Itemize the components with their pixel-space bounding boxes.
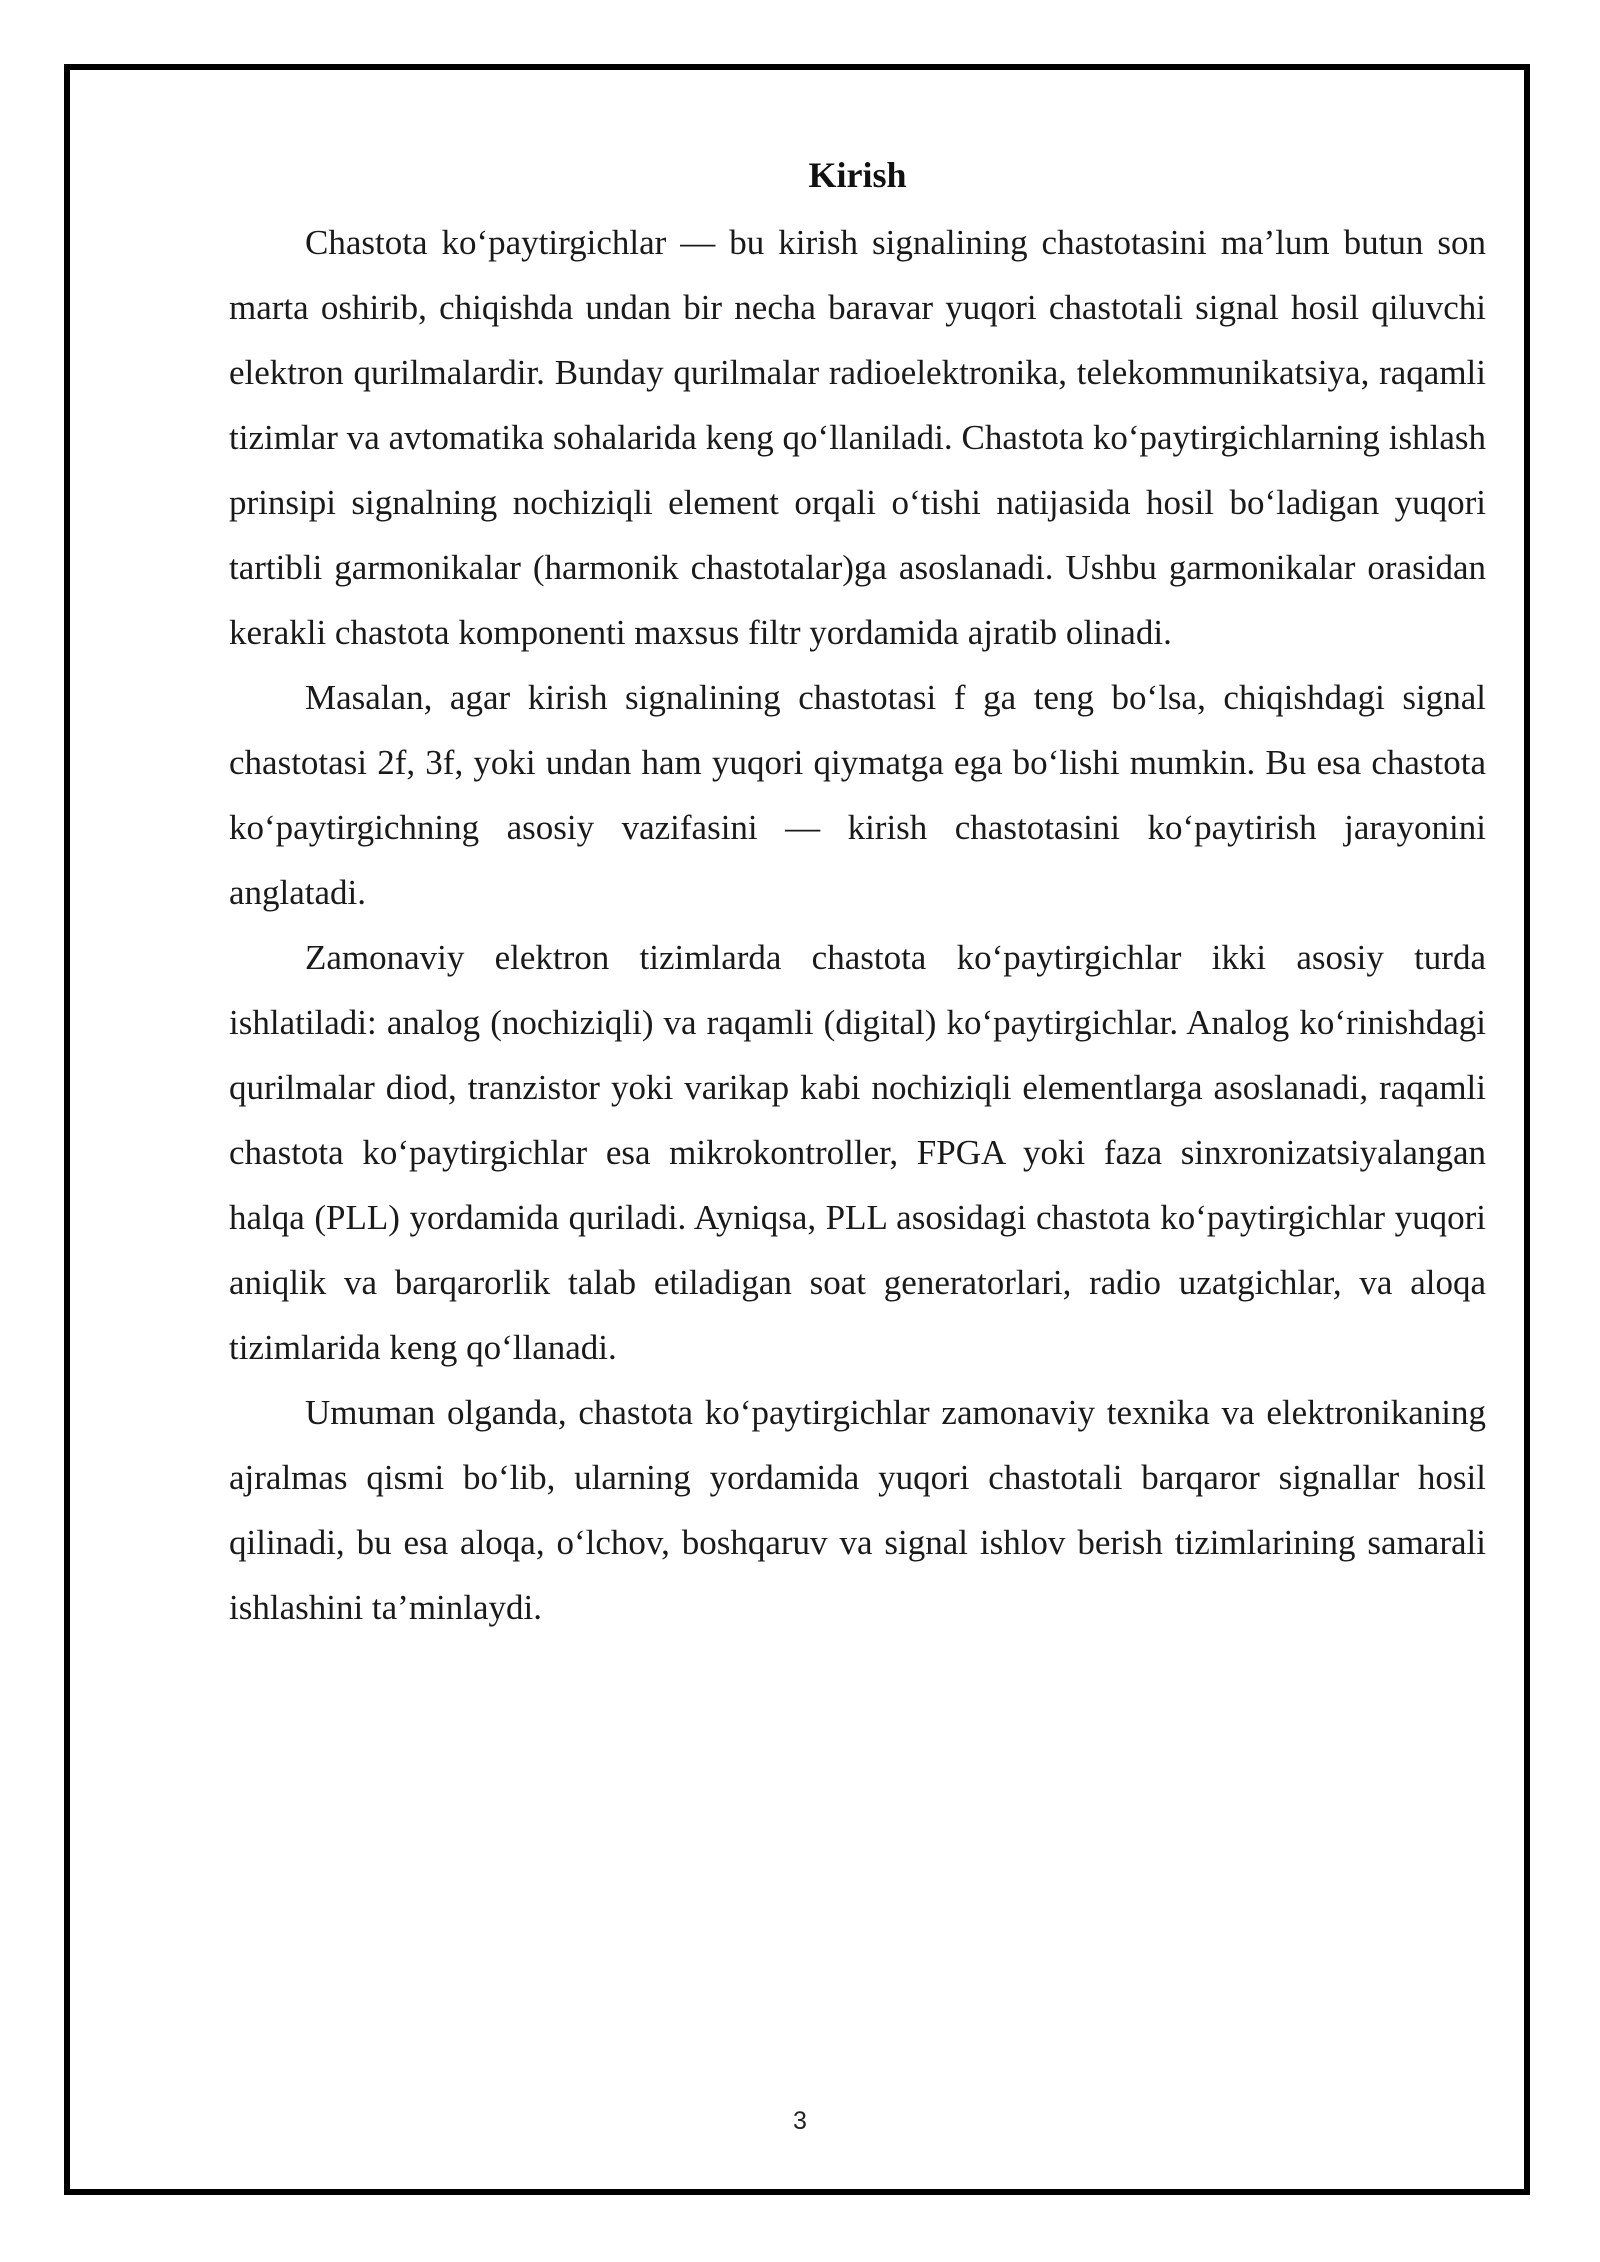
page-number: 3 — [793, 2107, 807, 2135]
paragraph-3: Zamonaviy elektron tizimlarda chastota ko‘paytirgichlar ikki asosiy turda ishlatiladi: analog (nochiziqli) va raqamli (digital) ko‘paytirgichlar. Analog ko‘rinishdagi qurilmalar diod, tranzistor yoki varikap kabi nochiziqli elementlarga asoslanadi, raqamli chastota ko‘paytirgichlar esa mikrokontroller, FPGA yoki faza sinxronizatsiyalangan halqa (PLL) yordamida quriladi. Ayniqsa, PLL asosidagi chastota ko‘paytirgichlar yuqori aniqlik va barqarorlik talab etiladigan soat generatorlari, radio uzatgichlar, va aloqa tizimlarida keng qo‘llanadi. — [229, 938, 1486, 1367]
page-title: Kirish — [808, 155, 907, 195]
paragraph-1: Chastota ko‘paytirgichlar — bu kirish signalining chastotasini ma’lum butun son marta oshirib, chiqishda undan bir necha baravar yuqori chastotali signal hosil qiluvchi elektron qurilmalardir. Bunday qurilmalar radioelektronika, telekommunikatsiya, raqamli tizimlar va avtomatika sohalarida keng qo‘llaniladi. Chastota ko‘paytirgichlarning ishlash prinsipi signalning nochiziqli element orqali o‘tishi natijasida hosil bo‘ladigan yuqori tartibli garmonikalar (harmonik chastotalar)ga asoslanadi. Ushbu garmonikalar orasidan kerakli chastota komponenti maxsus filtr yordamida ajratib olinadi. — [229, 223, 1486, 652]
paragraph-4: Umuman olganda, chastota ko‘paytirgichlar zamonaviy texnika va elektronikaning ajralmas qismi bo‘lib, ularning yordamida yuqori chastotali barqaror signallar hosil qilinadi, bu esa aloqa, o‘lchov, boshqaruv va signal ishlov berish tizimlarining samarali ishlashini ta’minlaydi. — [229, 1393, 1486, 1627]
paragraph-2: Masalan, agar kirish signalining chastotasi f ga teng bo‘lsa, chiqishdagi signal chastotasi 2f, 3f, yoki undan ham yuqori qiymatga ega bo‘lishi mumkin. Bu esa chastota ko‘paytirgichning asosiy vazifasini — kirish chastotasini ko‘paytirish jarayonini anglatadi. — [229, 678, 1486, 912]
document-body — [229, 150, 1486, 1640]
